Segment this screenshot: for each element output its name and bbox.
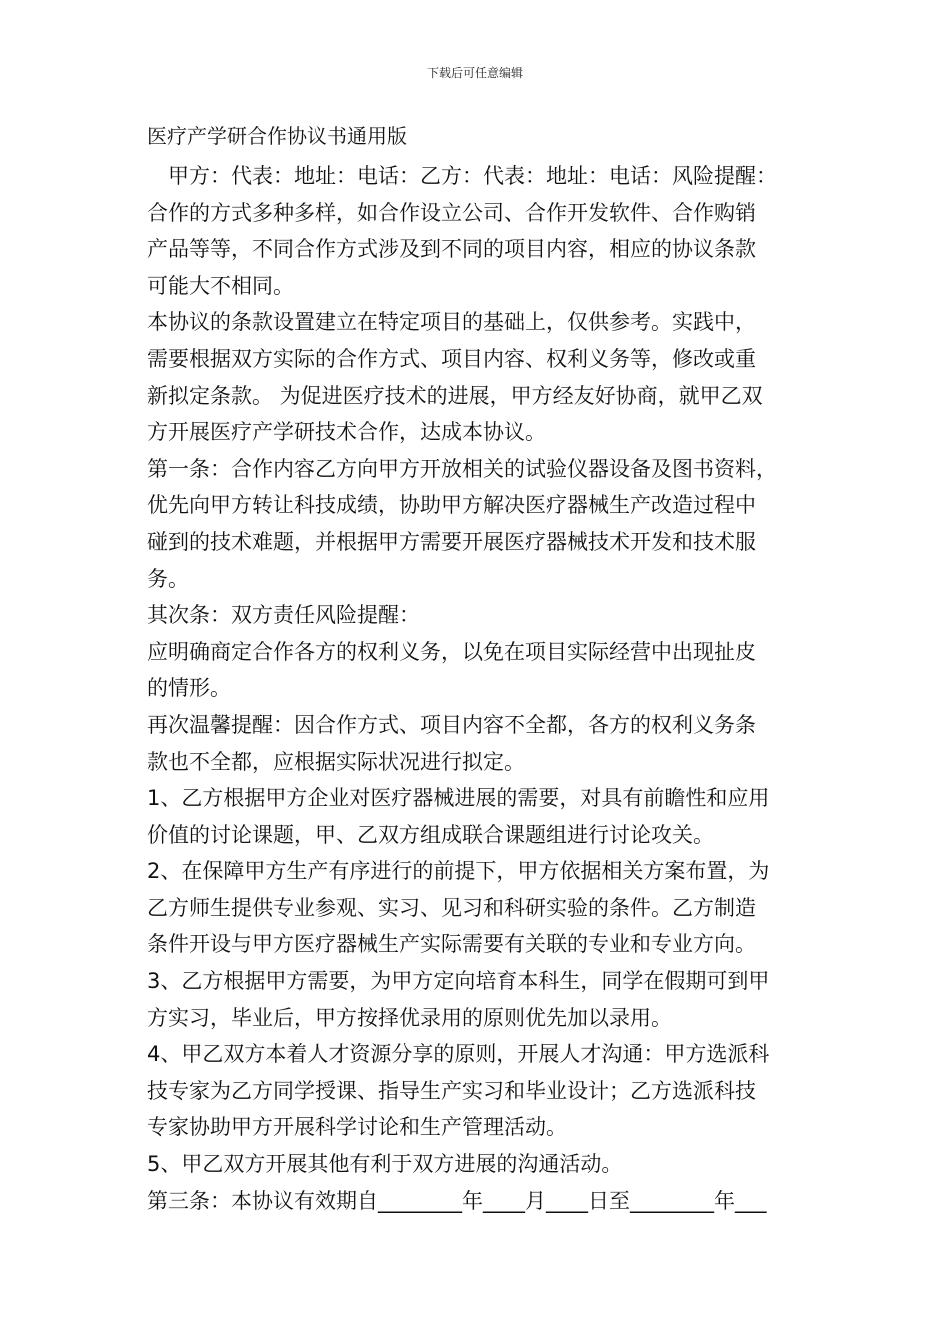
text-line: 本协议的条款设置建立在特定项目的基础上，仅供参考。实践中， xyxy=(147,310,756,335)
text-line: 方开展医疗产学研技术合作，达成本协议。 xyxy=(147,420,546,445)
text-line: 其次条：双方责任风险提醒： xyxy=(147,603,420,628)
paragraph-item-3 xyxy=(147,963,812,1036)
text-line: 应明确商定合作各方的权利义务，以免在项目实际经营中出现扯皮 xyxy=(147,639,756,664)
text-line: 专家协助甲方开展科学讨论和生产管理活动。 xyxy=(147,1115,567,1140)
paragraph-article-1 xyxy=(147,451,812,597)
text-line: 可能大不相同。 xyxy=(147,273,294,298)
text-line: 技专家为乙方同学授课、指导生产实习和毕业设计；乙方选派科技 xyxy=(147,1078,756,1103)
paragraph-item-5 xyxy=(147,1146,812,1183)
text-line: 3、乙方根据甲方需要，为甲方定向培育本科生，同学在假期可到甲 xyxy=(147,969,770,994)
text-line: 务。 xyxy=(147,566,189,591)
text-line: 2、在保障甲方生产有序进行的前提下，甲方依据相关方案布置，为 xyxy=(147,859,770,884)
text-line: 款也不全都，应根据实际状况进行拟定。 xyxy=(147,749,525,774)
text-line: 条件开设与甲方医疗器械生产实际需要有关联的专业和专业方向。 xyxy=(147,932,756,957)
paragraph-reference xyxy=(147,304,812,450)
paragraph-item-2 xyxy=(147,853,812,963)
text-line: 再次温馨提醒：因合作方式、项目内容不全都，各方的权利义务条 xyxy=(147,712,756,737)
paragraph-intro xyxy=(147,158,812,304)
text-line: 碰到的技术难题，并根据甲方需要开展医疗器械技术开发和技术服 xyxy=(147,529,756,554)
text-line: 1、乙方根据甲方企业对医疗器械进展的需要，对具有前瞻性和应用 xyxy=(147,786,770,811)
paragraph-article-3 xyxy=(147,1183,812,1220)
text-line: 的情形。 xyxy=(147,676,231,701)
text-line: 产品等等，不同合作方式涉及到不同的项目内容，相应的协议条款 xyxy=(147,237,756,262)
paragraph-rights xyxy=(147,634,812,707)
paragraph-article-2 xyxy=(147,597,812,634)
paragraph-item-1 xyxy=(147,780,812,853)
text-line: 5、甲乙双方开展其他有利于双方进展的沟通活动。 xyxy=(147,1152,623,1177)
text-line: 优先向甲方转让科技成绩，协助甲方解决医疗器械生产改造过程中 xyxy=(147,493,756,518)
text-line: 甲方：代表：地址：电话：乙方：代表：地址：电话：风险提醒： xyxy=(168,164,777,188)
paragraph-reminder xyxy=(147,707,812,780)
text-line: 4、甲乙双方本着人才资源分享的原则，开展人才沟通：甲方选派科 xyxy=(147,1042,770,1067)
page-header-note: 下载后可任意编辑 xyxy=(426,66,523,80)
document-body xyxy=(147,158,812,1219)
text-line: 新拟定条款。 为促进医疗技术的进展，甲方经友好协商，就甲乙双 xyxy=(147,383,763,408)
text-line: 合作的方式多种多样，如合作设立公司、合作开发软件、合作购销 xyxy=(147,200,756,225)
text-line: 方实习，毕业后，甲方按择优录用的原则优先加以录用。 xyxy=(147,1005,672,1030)
text-line: 第三条：本协议有效期自________年____月____日至________年___ xyxy=(147,1188,767,1213)
document-title: 医疗产学研合作协议书通用版 xyxy=(147,124,407,148)
paragraph-item-4 xyxy=(147,1036,812,1146)
text-line: 第一条：合作内容乙方向甲方开放相关的试验仪器设备及图书资料， xyxy=(147,456,777,481)
text-line: 需要根据双方实际的合作方式、项目内容、权利义务等，修改或重 xyxy=(147,346,756,371)
text-line: 乙方师生提供专业参观、实习、见习和科研实验的条件。乙方制造 xyxy=(147,895,756,920)
text-line: 价值的讨论课题，甲、乙双方组成联合课题组进行讨论攻关。 xyxy=(147,822,714,847)
